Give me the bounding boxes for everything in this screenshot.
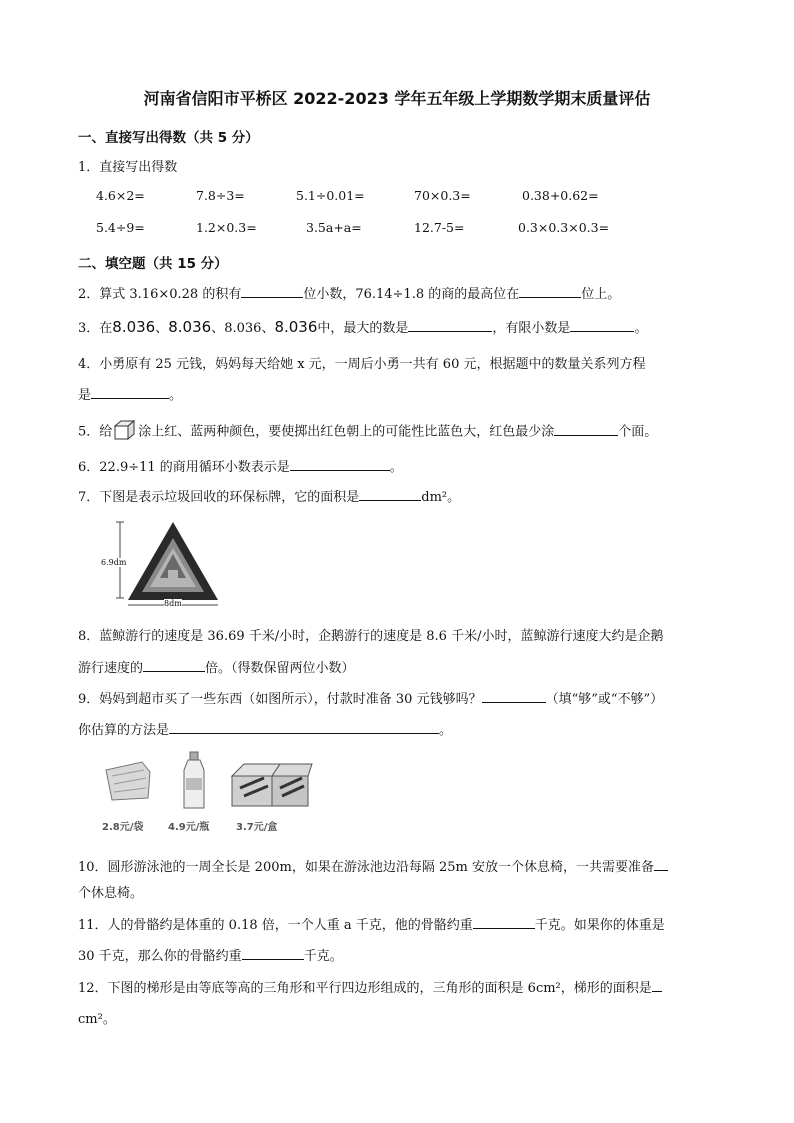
q5-text-c: 个面。: [618, 424, 658, 440]
q11-blank-2[interactable]: [242, 947, 304, 960]
q6-text-b: 。: [389, 460, 403, 475]
q10-text-a: 10．圆形游泳池的一周全长是 200m，如果在游泳池边沿每隔 25m 安放一个休息椅，一共需要准备: [78, 860, 654, 875]
height-label: 6.9dm: [101, 558, 127, 567]
question-3: [78, 317, 647, 336]
q1-item: 0.3×0.3×0.3=: [518, 220, 610, 235]
q11-text-d: 千克。: [303, 949, 343, 964]
q2-text-b: 位小数，76.14÷1.8 的商的最高位在: [303, 287, 520, 302]
q9-blank-2[interactable]: [169, 721, 439, 734]
question-12-line-1: [78, 977, 662, 996]
q7-blank[interactable]: [359, 488, 421, 501]
q3-sep: 、: [155, 321, 169, 336]
q8-blank[interactable]: [143, 659, 205, 672]
q6-blank[interactable]: [290, 458, 390, 471]
question-10-line-2: 个休息椅。: [78, 886, 144, 901]
base-label: 8dm: [164, 599, 182, 608]
q4-blank[interactable]: [91, 386, 169, 399]
q3-sep: 、: [211, 321, 225, 336]
question-10-line-1: [78, 856, 668, 875]
q6-text-a: 6．22.9÷11 的商用循环小数表示是: [78, 460, 290, 475]
q2-text-c: 位上。: [581, 287, 621, 302]
q1-item: 12.7-5=: [414, 220, 465, 235]
q5-text-b: 涂上红、蓝两种颜色，要使掷出红色朝上的可能性比蓝色大，红色最少涂: [138, 424, 555, 440]
question-8-line-1: 8．蓝鲸游行的速度是 36.69 千米/小时，企鹅游行的速度是 8.6 千米/小时，蓝鲸游行速度大约是企鹅: [78, 629, 664, 644]
question-11-line-2: [78, 945, 343, 964]
section-heading-2: 二、填空题（共 15 分）: [78, 256, 228, 272]
q3-blank-2[interactable]: [570, 319, 634, 332]
q11-text-b: 千克。如果你的体重是: [534, 918, 665, 933]
q3-number-3: 8.036: [224, 321, 262, 336]
q1-item: 5.1÷0.01=: [296, 188, 365, 203]
q12-blank[interactable]: [652, 979, 662, 992]
q2-blank-2[interactable]: [519, 285, 581, 298]
q5-text-a: 5．给: [78, 424, 113, 440]
q3-text-d: 。: [634, 321, 648, 336]
q3-number-1: 8.036: [112, 318, 156, 336]
q9-text-a: 9．妈妈到超市买了一些东西（如图所示），付款时准备 30 元钱够吗？: [78, 692, 482, 707]
q3-sep: 、: [261, 321, 275, 336]
page-title: 河南省信阳市平桥区 2022-2023 学年五年级上学期数学期末质量评估: [143, 89, 651, 108]
q8-text-a: 游行速度的: [78, 661, 144, 676]
question-5: [78, 420, 657, 444]
recycling-sign-figure: [98, 516, 228, 610]
cube-icon: [114, 420, 136, 444]
q7-text-a: 7．下图是表示垃圾回收的环保标牌，它的面积是: [78, 490, 360, 505]
q1-item: 1.2×0.3=: [196, 220, 257, 235]
question-1-stem: 1．直接写出得数: [78, 160, 178, 175]
shopping-items-figure: [100, 748, 314, 836]
question-4-line-2: [78, 384, 182, 403]
q1-item: 70×0.3=: [414, 188, 471, 203]
question-2: [78, 283, 620, 302]
question-7: [78, 486, 460, 505]
q1-item: 3.5a+a=: [306, 220, 362, 235]
bag-icon: [106, 762, 150, 800]
q3-text-a: 3．在: [78, 321, 113, 336]
price-bottle: 4.9元/瓶: [168, 822, 210, 833]
q11-text-c: 30 千克，那么你的骨骼约重: [78, 949, 242, 964]
bottle-icon: [184, 752, 204, 808]
question-12-line-2: cm²。: [78, 1012, 116, 1027]
q2-text-a: 2．算式 3.16×0.28 的积有: [78, 287, 242, 302]
question-8-line-2: [78, 657, 355, 676]
q3-number-4: 8.036: [274, 318, 318, 336]
q8-text-b: 倍。（得数保留两位小数）: [205, 661, 355, 676]
question-4-line-1: 4．小勇原有 25 元钱，妈妈每天给她 x 元，一周后小勇一共有 60 元，根据题中的数量关系列方程: [78, 357, 646, 372]
q1-item: 7.8÷3=: [196, 188, 245, 203]
q1-item: 4.6×2=: [96, 188, 145, 203]
q1-item: 0.38+0.62=: [522, 188, 599, 203]
question-11-line-1: [78, 914, 665, 933]
q3-text-c: ，有限小数是: [492, 321, 571, 336]
question-9-line-1: [78, 688, 663, 707]
q4-text-a: 是: [78, 388, 92, 403]
q10-blank[interactable]: [654, 858, 668, 871]
q11-text-a: 11．人的骨骼约是体重的 0.18 倍，一个人重 a 千克，他的骨骼约重: [78, 918, 473, 933]
price-box: 3.7元/盒: [236, 822, 278, 833]
question-9-line-2: [78, 719, 452, 738]
question-6: [78, 456, 403, 475]
q7-text-b: dm²。: [421, 490, 461, 505]
price-bag: 2.8元/袋: [102, 822, 144, 833]
section-heading-1: 一、直接写出得数（共 5 分）: [78, 130, 259, 146]
q9-text-d: 。: [439, 723, 453, 738]
box-icon: [232, 764, 312, 806]
q11-blank-1[interactable]: [473, 916, 535, 929]
q9-text-c: 你估算的方法是: [78, 723, 170, 738]
q9-text-b: （填“够”或“不够”）: [545, 692, 664, 707]
q2-blank-1[interactable]: [241, 285, 303, 298]
q3-blank-1[interactable]: [408, 319, 492, 332]
q5-blank[interactable]: [554, 423, 618, 436]
q3-text-b: 中，最大的数是: [317, 321, 409, 336]
q1-item: 5.4÷9=: [96, 220, 145, 235]
q9-blank-1[interactable]: [482, 690, 546, 703]
q4-text-b: 。: [169, 388, 183, 403]
q12-text-a: 12．下图的梯形是由等底等高的三角形和平行四边形组成的，三角形的面积是 6cm²，梯形的面积是: [78, 981, 652, 996]
q3-number-2: 8.036: [168, 318, 212, 336]
